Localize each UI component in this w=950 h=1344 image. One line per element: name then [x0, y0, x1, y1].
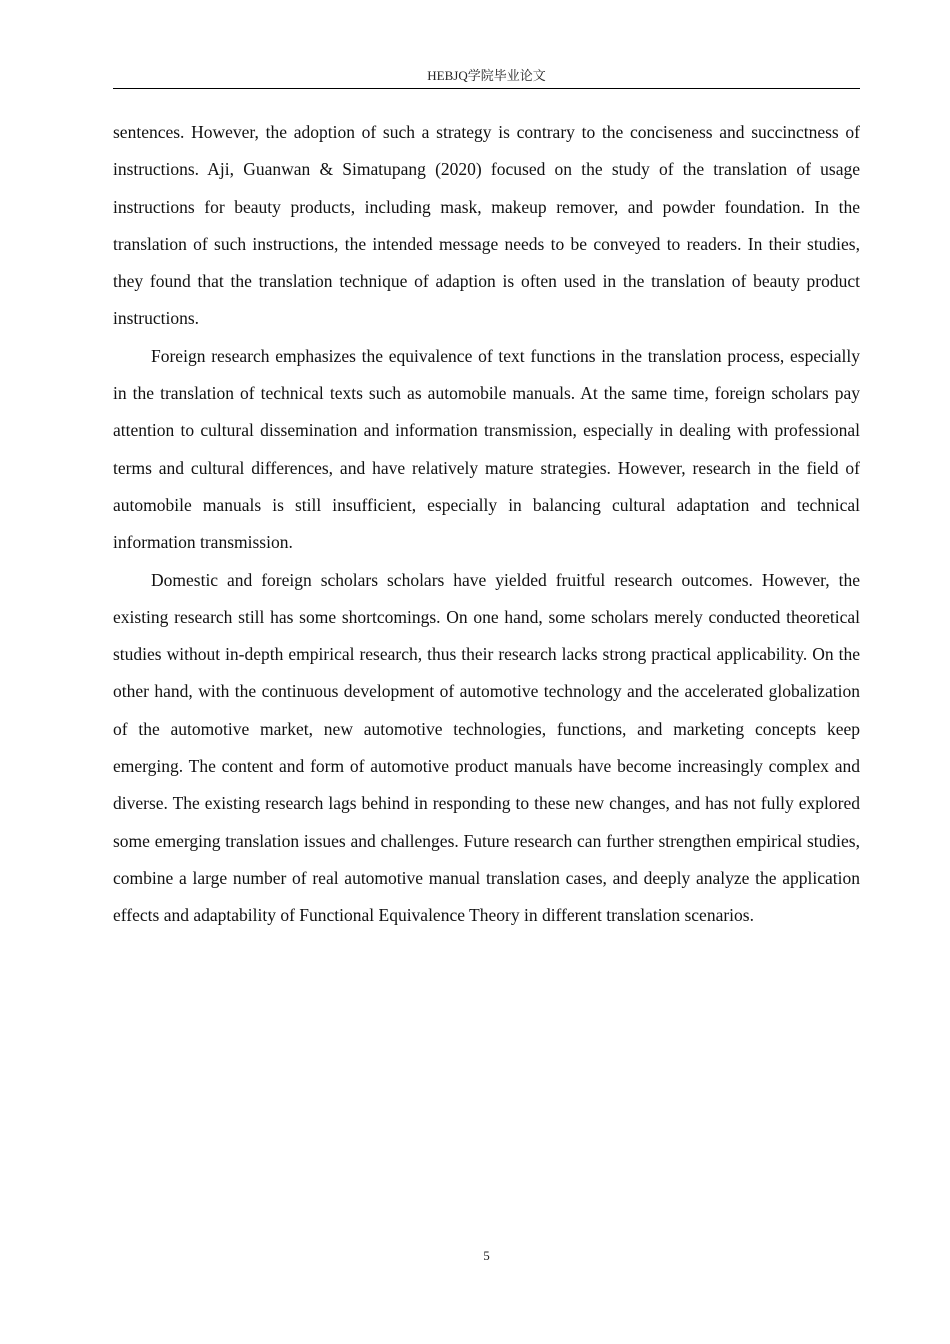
page-number: 5 [483, 1248, 490, 1263]
paragraph-foreign-research: Foreign research emphasizes the equivalence of text functions in the translation process, especially in the translation of technical texts such as automobile manuals. At the same time, foreign scholars pay attention to cultural dissemination and information transmission, especially in dealing with professional terms and cultural differences, and have relatively mature strategies. However, research in the field of automobile manuals is still insufficient, especially in balancing cultural adaptation and technical information transmission. [113, 345, 860, 553]
paragraph-continued: sentences. However, the adoption of such a strategy is contrary to the conciseness and succinctness of instructions. Aji, Guanwan & Simatupang (2020) focused on the study of the translation of usage instructions for beauty products, including mask, makeup remover, and powder foundation. In the translation of such instructions, the intended message needs to be conveyed to readers. In their studies, they found that the translation technique of adaption is often used in the translation of beauty product instructions. [113, 122, 860, 329]
body-text [113, 114, 860, 935]
running-header: HEBJQ学院毕业论文 [427, 68, 546, 83]
paragraph-research-summary: Domestic and foreign scholars scholars have yielded fruitful research outcomes. However, the existing research still has some shortcomings. On one hand, some scholars merely conducted theoretical studies without in-depth empirical research, thus their research lacks strong practical applicability. On the other hand, with the continuous development of automotive technology and the accelerated globalization of the automotive market, new automotive technologies, functions, and marketing concepts keep emerging. The content and form of automotive product manuals have become increasingly complex and diverse. The existing research lags behind in responding to these new changes, and has not fully explored some emerging translation issues and challenges. Future research can further strengthen empirical studies, combine a large number of real automotive manual translation cases, and deeply analyze the application effects and adaptability of Functional Equivalence Theory in different translation scenarios. [113, 569, 860, 926]
header-divider [113, 88, 860, 89]
